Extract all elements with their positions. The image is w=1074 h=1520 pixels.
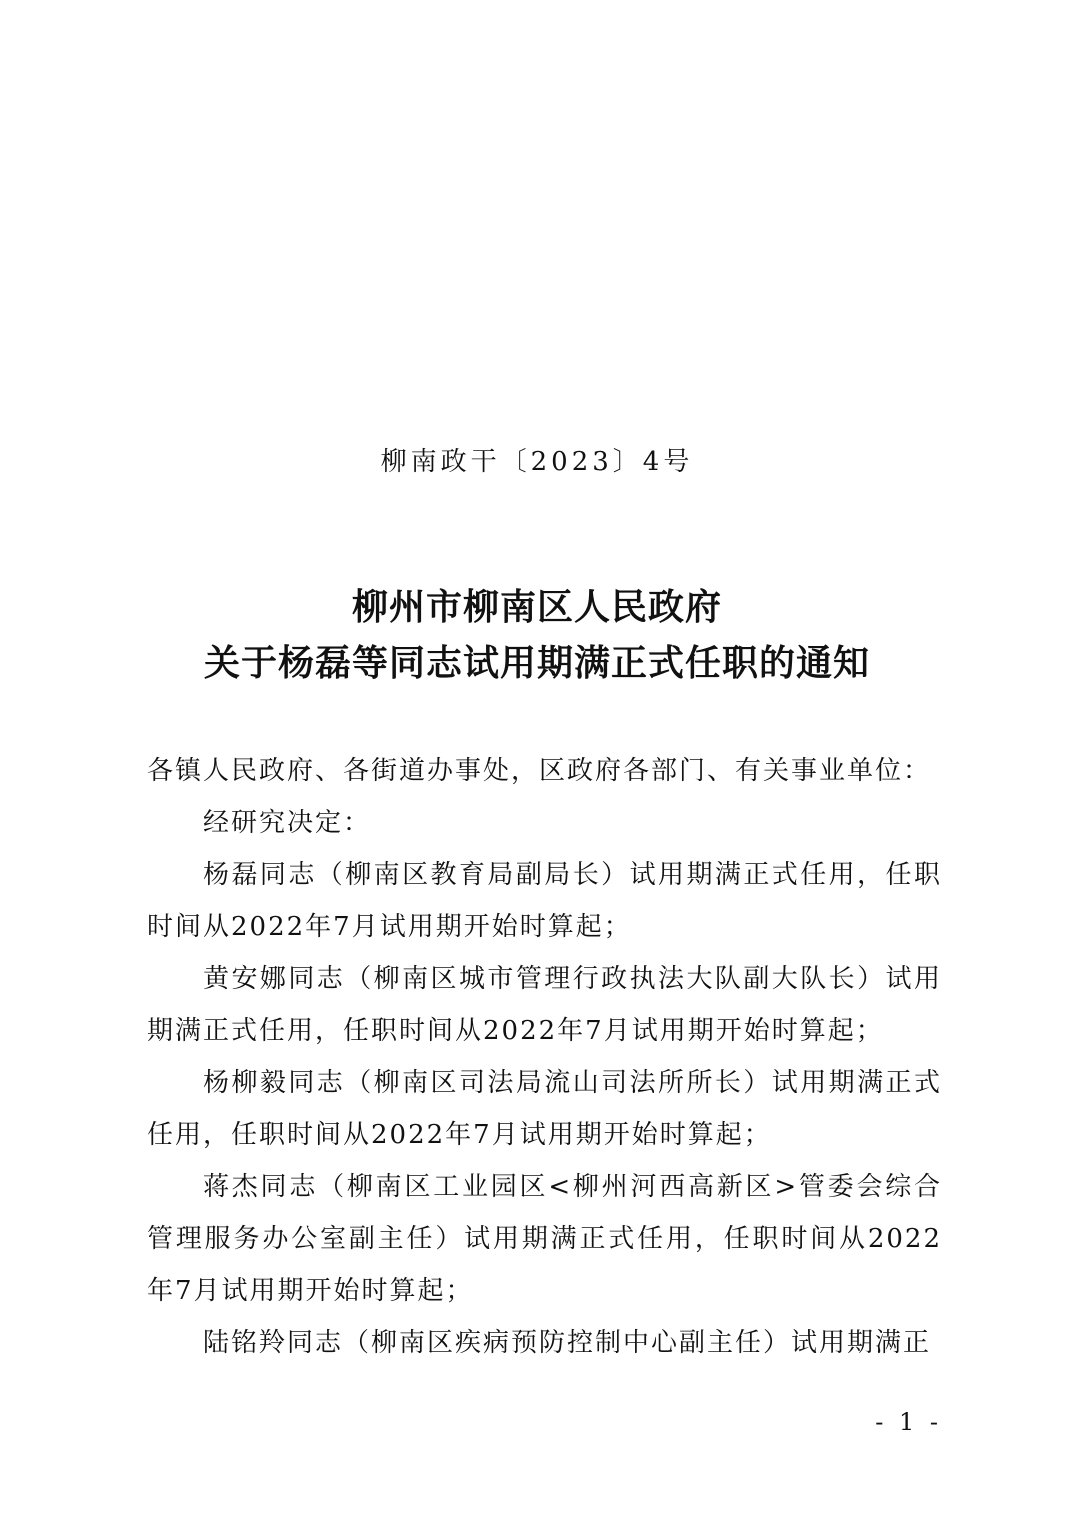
document-title-line-1: 柳州市柳南区人民政府 (351, 587, 722, 628)
page-number: - 1 - (875, 1408, 942, 1436)
body-paragraph-decision: 经研究决定： (203, 808, 372, 838)
body-paragraph-appointment: 黄安娜同志（柳南区城市管理行政执法大队副大队长）试用期满正式任用，任职时间从2022年7月试用期开始时算起； (147, 964, 942, 1046)
body-paragraph-appointment: 陆铭羚同志（柳南区疾病预防控制中心副主任）试用期满正 (203, 1328, 932, 1358)
body-paragraph-appointment: 杨柳毅同志（柳南区司法局流山司法所所长）试用期满正式任用，任职时间从2022年7月试用期开始时算起； (147, 1068, 942, 1150)
document-body (147, 745, 942, 1369)
body-paragraph-appointment: 蒋杰同志（柳南区工业园区<柳州河西高新区>管委会综合管理服务办公室副主任）试用期满正式任用，任职时间从2022年7月试用期开始时算起； (147, 1172, 942, 1306)
addressee-line: 各镇人民政府、各街道办事处，区政府各部门、有关事业单位： (147, 756, 932, 786)
document-title-line-2: 关于杨磊等同志试用期满正式任职的通知 (203, 643, 870, 684)
body-paragraph-appointment: 杨磊同志（柳南区教育局副局长）试用期满正式任用，任职时间从2022年7月试用期开始时算起； (147, 860, 942, 942)
document-number: 柳南政干〔2023〕4号 (380, 447, 694, 477)
